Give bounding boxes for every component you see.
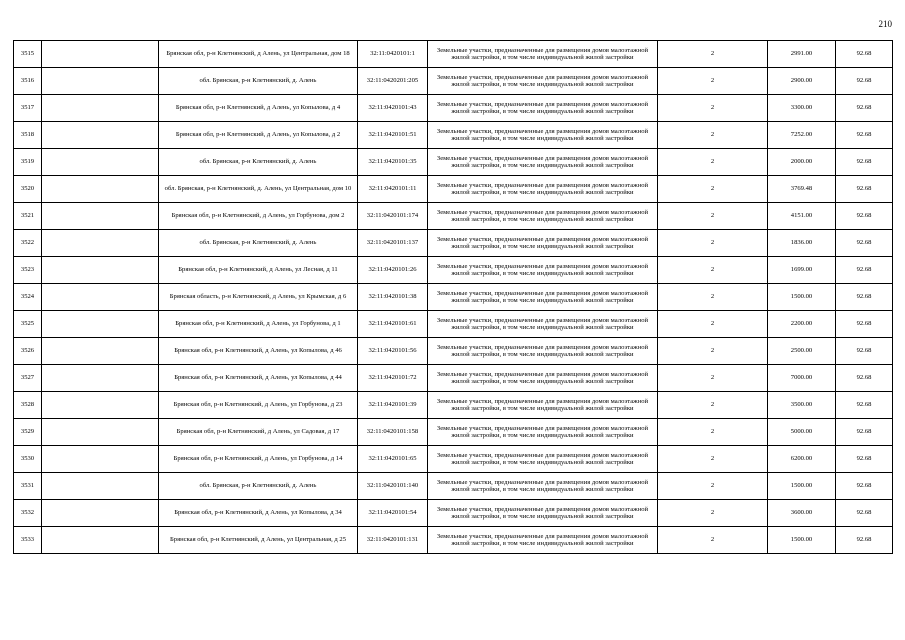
- cadastral-number-cell: 32:11:0420101:26: [358, 257, 428, 284]
- land-use-cell: Земельные участки, предназначенные для размещения домов малоэтажной жилой застройки, в том числе индивидуальной жилой застройки: [428, 473, 658, 500]
- group-cell: 2: [658, 473, 768, 500]
- address-cell: обл. Брянская, р-н Клетнянский, д. Алень: [159, 149, 358, 176]
- row-number-cell: 3524: [14, 284, 42, 311]
- group-cell: 2: [658, 41, 768, 68]
- table-row: [14, 473, 893, 500]
- land-use-cell: Земельные участки, предназначенные для размещения домов малоэтажной жилой застройки, в том числе индивидуальной жилой застройки: [428, 68, 658, 95]
- table-row: [14, 176, 893, 203]
- land-use-cell: Земельные участки, предназначенные для размещения домов малоэтажной жилой застройки, в том числе индивидуальной жилой застройки: [428, 365, 658, 392]
- group-cell: 2: [658, 311, 768, 338]
- land-use-cell: Земельные участки, предназначенные для размещения домов малоэтажной жилой застройки, в том числе индивидуальной жилой застройки: [428, 446, 658, 473]
- table-row: [14, 149, 893, 176]
- specific-value-cell: 92.68: [836, 473, 893, 500]
- cadastral-number-cell: 32:11:0420101:131: [358, 527, 428, 554]
- specific-value-cell: 92.68: [836, 122, 893, 149]
- address-cell: обл. Брянская, р-н Клетнянский, д. Алень: [159, 230, 358, 257]
- spacer-cell: [42, 338, 159, 365]
- cadastral-number-cell: 32:11:0420101:43: [358, 95, 428, 122]
- table-row: [14, 446, 893, 473]
- specific-value-cell: 92.68: [836, 203, 893, 230]
- spacer-cell: [42, 527, 159, 554]
- cadastral-number-cell: 32:11:0420101:61: [358, 311, 428, 338]
- area-cell: 1500.00: [768, 473, 836, 500]
- address-cell: Брянская обл, р-н Клетнянский, д Алень, ул Садовая, д 17: [159, 419, 358, 446]
- row-number-cell: 3519: [14, 149, 42, 176]
- address-cell: Брянская обл, р-н Клетнянский, д Алень, ул Лесная, д 11: [159, 257, 358, 284]
- row-number-cell: 3522: [14, 230, 42, 257]
- cadastral-number-cell: 32:11:0420101:54: [358, 500, 428, 527]
- group-cell: 2: [658, 176, 768, 203]
- spacer-cell: [42, 41, 159, 68]
- group-cell: 2: [658, 230, 768, 257]
- address-cell: Брянская область, р-н Клетнянский, д Алень, ул Крымская, д 6: [159, 284, 358, 311]
- address-cell: Брянская обл, р-н Клетнянский, д Алень, ул Копылова, д 46: [159, 338, 358, 365]
- group-cell: 2: [658, 527, 768, 554]
- land-use-cell: Земельные участки, предназначенные для размещения домов малоэтажной жилой застройки, в том числе индивидуальной жилой застройки: [428, 284, 658, 311]
- row-number-cell: 3523: [14, 257, 42, 284]
- address-cell: Брянская обл, р-н Клетнянский, д Алень, ул Копылова, д 44: [159, 365, 358, 392]
- row-number-cell: 3527: [14, 365, 42, 392]
- specific-value-cell: 92.68: [836, 149, 893, 176]
- cadastral-number-cell: 32:11:0420101:158: [358, 419, 428, 446]
- group-cell: 2: [658, 392, 768, 419]
- cadastral-number-cell: 32:11:0420101:39: [358, 392, 428, 419]
- specific-value-cell: 92.68: [836, 230, 893, 257]
- row-number-cell: 3533: [14, 527, 42, 554]
- table-row: [14, 311, 893, 338]
- spacer-cell: [42, 473, 159, 500]
- cadastral-number-cell: 32:11:0420101:56: [358, 338, 428, 365]
- specific-value-cell: 92.68: [836, 176, 893, 203]
- spacer-cell: [42, 446, 159, 473]
- group-cell: 2: [658, 446, 768, 473]
- land-use-cell: Земельные участки, предназначенные для размещения домов малоэтажной жилой застройки, в том числе индивидуальной жилой застройки: [428, 95, 658, 122]
- spacer-cell: [42, 230, 159, 257]
- land-use-cell: Земельные участки, предназначенные для размещения домов малоэтажной жилой застройки, в том числе индивидуальной жилой застройки: [428, 257, 658, 284]
- group-cell: 2: [658, 149, 768, 176]
- group-cell: 2: [658, 284, 768, 311]
- area-cell: 6200.00: [768, 446, 836, 473]
- area-cell: 7000.00: [768, 365, 836, 392]
- address-cell: обл. Брянская, р-н Клетнянский, д. Алень: [159, 473, 358, 500]
- address-cell: Брянская обл, р-н Клетнянский, д Алень, ул Горбунова, дом 2: [159, 203, 358, 230]
- land-use-cell: Земельные участки, предназначенные для размещения домов малоэтажной жилой застройки, в том числе индивидуальной жилой застройки: [428, 311, 658, 338]
- land-use-cell: Земельные участки, предназначенные для размещения домов малоэтажной жилой застройки, в том числе индивидуальной жилой застройки: [428, 338, 658, 365]
- group-cell: 2: [658, 95, 768, 122]
- land-use-cell: Земельные участки, предназначенные для размещения домов малоэтажной жилой застройки, в том числе индивидуальной жилой застройки: [428, 527, 658, 554]
- area-cell: 2900.00: [768, 68, 836, 95]
- row-number-cell: 3515: [14, 41, 42, 68]
- area-cell: 4151.00: [768, 203, 836, 230]
- group-cell: 2: [658, 500, 768, 527]
- specific-value-cell: 92.68: [836, 338, 893, 365]
- table-row: [14, 41, 893, 68]
- row-number-cell: 3526: [14, 338, 42, 365]
- address-cell: Брянская обл, р-н Клетнянский, д Алень, ул Горбунова, д 23: [159, 392, 358, 419]
- row-number-cell: 3521: [14, 203, 42, 230]
- area-cell: 1500.00: [768, 284, 836, 311]
- cadastral-number-cell: 32:11:0420201:205: [358, 68, 428, 95]
- specific-value-cell: 92.68: [836, 257, 893, 284]
- spacer-cell: [42, 392, 159, 419]
- specific-value-cell: 92.68: [836, 527, 893, 554]
- table-row: [14, 500, 893, 527]
- cadastral-number-cell: 32:11:0420101:51: [358, 122, 428, 149]
- table-row: [14, 338, 893, 365]
- group-cell: 2: [658, 338, 768, 365]
- group-cell: 2: [658, 203, 768, 230]
- table-row: [14, 392, 893, 419]
- area-cell: 7252.00: [768, 122, 836, 149]
- specific-value-cell: 92.68: [836, 311, 893, 338]
- area-cell: 1500.00: [768, 527, 836, 554]
- group-cell: 2: [658, 257, 768, 284]
- table-row: [14, 527, 893, 554]
- land-use-cell: Земельные участки, предназначенные для размещения домов малоэтажной жилой застройки, в том числе индивидуальной жилой застройки: [428, 392, 658, 419]
- row-number-cell: 3518: [14, 122, 42, 149]
- table-row: [14, 68, 893, 95]
- row-number-cell: 3517: [14, 95, 42, 122]
- specific-value-cell: 92.68: [836, 41, 893, 68]
- land-registry-table: [13, 40, 893, 554]
- row-number-cell: 3525: [14, 311, 42, 338]
- row-number-cell: 3516: [14, 68, 42, 95]
- specific-value-cell: 92.68: [836, 68, 893, 95]
- area-cell: 3300.00: [768, 95, 836, 122]
- address-cell: Брянская обл, р-н Клетнянский, д Алень, ул Копылова, д 4: [159, 95, 358, 122]
- spacer-cell: [42, 500, 159, 527]
- group-cell: 2: [658, 365, 768, 392]
- group-cell: 2: [658, 419, 768, 446]
- spacer-cell: [42, 257, 159, 284]
- land-use-cell: Земельные участки, предназначенные для размещения домов малоэтажной жилой застройки, в том числе индивидуальной жилой застройки: [428, 230, 658, 257]
- cadastral-number-cell: 32:11:0420101:140: [358, 473, 428, 500]
- cadastral-number-cell: 32:11:0420101:35: [358, 149, 428, 176]
- land-use-cell: Земельные участки, предназначенные для размещения домов малоэтажной жилой застройки, в том числе индивидуальной жилой застройки: [428, 203, 658, 230]
- area-cell: 2991.00: [768, 41, 836, 68]
- cadastral-number-cell: 32:11:0420101:137: [358, 230, 428, 257]
- row-number-cell: 3529: [14, 419, 42, 446]
- area-cell: 1699.00: [768, 257, 836, 284]
- table-row: [14, 284, 893, 311]
- table-row: [14, 122, 893, 149]
- area-cell: 1836.00: [768, 230, 836, 257]
- address-cell: Брянская обл, р-н Клетнянский, д Алень, ул Копылова, д 2: [159, 122, 358, 149]
- address-cell: обл. Брянская, р-н Клетнянский, д. Алень, ул Центральная, дом 10: [159, 176, 358, 203]
- specific-value-cell: 92.68: [836, 446, 893, 473]
- table-row: [14, 230, 893, 257]
- address-cell: Брянская обл, р-н Клетнянский, д Алень, ул Горбунова, д 1: [159, 311, 358, 338]
- row-number-cell: 3532: [14, 500, 42, 527]
- table-row: [14, 257, 893, 284]
- land-use-cell: Земельные участки, предназначенные для размещения домов малоэтажной жилой застройки, в том числе индивидуальной жилой застройки: [428, 41, 658, 68]
- address-cell: Брянская обл, р-н Клетнянский, д Алень, ул Горбунова, д 14: [159, 446, 358, 473]
- cadastral-number-cell: 32:11:0420101:38: [358, 284, 428, 311]
- spacer-cell: [42, 149, 159, 176]
- table-row: [14, 365, 893, 392]
- land-use-cell: Земельные участки, предназначенные для размещения домов малоэтажной жилой застройки, в том числе индивидуальной жилой застройки: [428, 149, 658, 176]
- spacer-cell: [42, 284, 159, 311]
- row-number-cell: 3531: [14, 473, 42, 500]
- group-cell: 2: [658, 68, 768, 95]
- spacer-cell: [42, 311, 159, 338]
- spacer-cell: [42, 203, 159, 230]
- spacer-cell: [42, 122, 159, 149]
- table-row: [14, 203, 893, 230]
- specific-value-cell: 92.68: [836, 500, 893, 527]
- area-cell: 3600.00: [768, 500, 836, 527]
- spacer-cell: [42, 68, 159, 95]
- group-cell: 2: [658, 122, 768, 149]
- specific-value-cell: 92.68: [836, 95, 893, 122]
- address-cell: Брянская обл, р-н Клетнянский, д Алень, ул Центральная, д 25: [159, 527, 358, 554]
- address-cell: обл. Брянская, р-н Клетнянский, д. Алень: [159, 68, 358, 95]
- cadastral-number-cell: 32:11:0420101:65: [358, 446, 428, 473]
- cadastral-number-cell: 32:11:0420101:11: [358, 176, 428, 203]
- cadastral-number-cell: 32:11:0420101:72: [358, 365, 428, 392]
- address-cell: Брянская обл, р-н Клетнянский, д Алень, ул Копылова, д 34: [159, 500, 358, 527]
- area-cell: 5000.00: [768, 419, 836, 446]
- specific-value-cell: 92.68: [836, 419, 893, 446]
- page-number: 210: [878, 19, 892, 29]
- land-use-cell: Земельные участки, предназначенные для размещения домов малоэтажной жилой застройки, в том числе индивидуальной жилой застройки: [428, 122, 658, 149]
- spacer-cell: [42, 365, 159, 392]
- area-cell: 2000.00: [768, 149, 836, 176]
- area-cell: 3500.00: [768, 392, 836, 419]
- land-use-cell: Земельные участки, предназначенные для размещения домов малоэтажной жилой застройки, в том числе индивидуальной жилой застройки: [428, 419, 658, 446]
- table-row: [14, 95, 893, 122]
- address-cell: Брянская обл, р-н Клетнянский, д Алень, ул Центральная, дом 18: [159, 41, 358, 68]
- cadastral-number-cell: 32:11:0420101:1: [358, 41, 428, 68]
- specific-value-cell: 92.68: [836, 284, 893, 311]
- specific-value-cell: 92.68: [836, 392, 893, 419]
- area-cell: 2200.00: [768, 311, 836, 338]
- specific-value-cell: 92.68: [836, 365, 893, 392]
- area-cell: 3769.48: [768, 176, 836, 203]
- land-use-cell: Земельные участки, предназначенные для размещения домов малоэтажной жилой застройки, в том числе индивидуальной жилой застройки: [428, 176, 658, 203]
- table-row: [14, 419, 893, 446]
- row-number-cell: 3530: [14, 446, 42, 473]
- row-number-cell: 3520: [14, 176, 42, 203]
- spacer-cell: [42, 176, 159, 203]
- land-use-cell: Земельные участки, предназначенные для размещения домов малоэтажной жилой застройки, в том числе индивидуальной жилой застройки: [428, 500, 658, 527]
- area-cell: 2500.00: [768, 338, 836, 365]
- row-number-cell: 3528: [14, 392, 42, 419]
- spacer-cell: [42, 419, 159, 446]
- spacer-cell: [42, 95, 159, 122]
- cadastral-number-cell: 32:11:0420101:174: [358, 203, 428, 230]
